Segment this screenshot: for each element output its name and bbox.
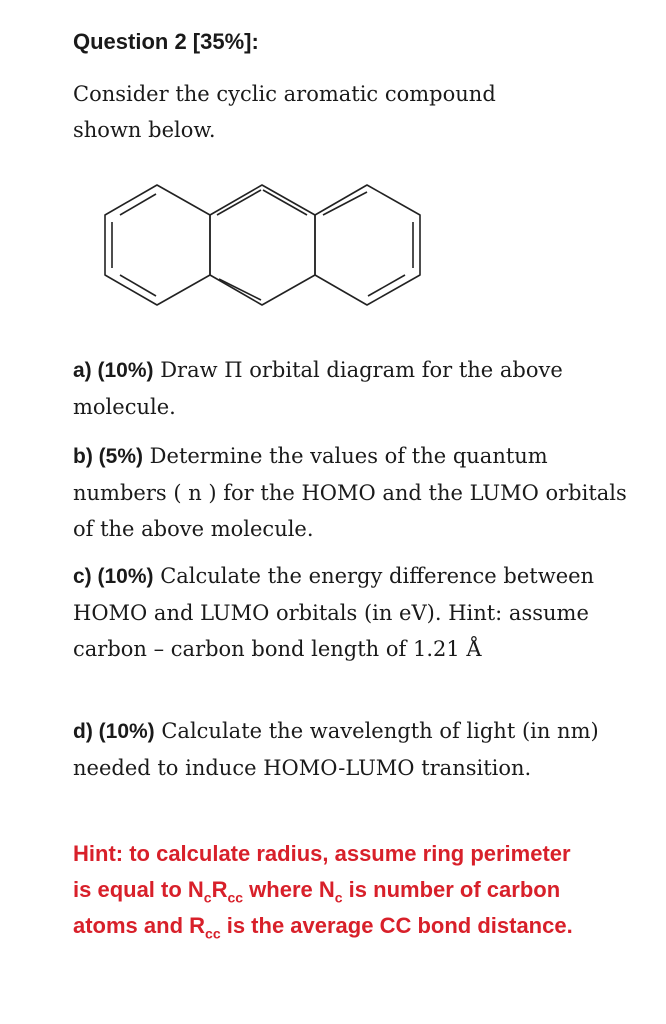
part-a-text: Draw Π orbital diagram for the above molecule. [73,358,563,419]
intro-line-2: shown below. [73,118,216,142]
hint-sub-4: cc [205,925,221,942]
left-ring [105,185,210,305]
part-b-text: Determine the values of the quantum numbers ( n ) for the HOMO and the LUMO orbitals of the above molecule. [73,444,627,541]
double-bond [219,279,261,300]
hint-text-1: Hint: to calculate radius, assume ring perimeter is equal to N [73,841,571,902]
part-d-text: Calculate the wavelength of light (in nm) needed to induce HOMO-LUMO transition. [73,719,599,780]
anthracene-structure-icon [95,170,475,320]
hint-sub-2: cc [227,889,244,906]
part-c-text: Calculate the energy difference between HOMO and LUMO orbitals (in eV). Hint: assume carbon – carbon bond length of 1.21 Å [73,564,595,661]
double-bond [120,275,156,296]
double-bond [120,194,156,215]
right-ring [315,185,420,305]
hint-sub-3: c [334,889,343,906]
question-part-d [73,713,633,786]
double-bond [263,190,307,215]
question-part-c [73,558,633,667]
double-bond [368,275,405,296]
hint-text-5: is the average CC bond distance. [220,913,573,938]
intro-line-1: Consider the cyclic aromatic compound [73,82,496,106]
question-part-a [73,352,633,425]
hint-text-3: where N [243,877,335,902]
part-b-label: b) (5%) [73,445,143,468]
question-title: Question 2 [35%]: [73,29,259,54]
double-bond [217,190,261,215]
hint-note [73,836,573,944]
question-intro [73,76,573,148]
double-bond [323,192,367,215]
part-c-label: c) (10%) [73,565,154,588]
middle-ring [210,185,315,305]
question-part-b [73,438,633,547]
hint-sub-1: c [203,889,212,906]
part-a-label: a) (10%) [73,359,154,382]
hint-text-2: R [211,877,228,902]
part-d-label: d) (10%) [73,720,155,743]
hint-text-4: is number of carbon atoms and R [73,877,561,938]
